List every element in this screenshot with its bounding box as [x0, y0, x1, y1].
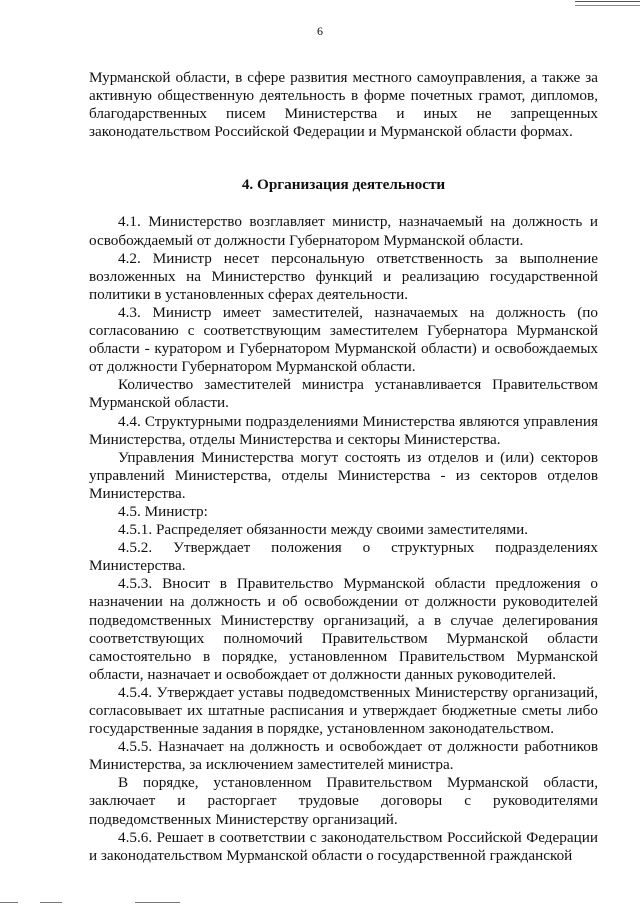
scan-edge-mark [0, 902, 18, 903]
paragraph-4-4: 4.4. Структурными подразделениями Министерства являются управления Министерства, отделы Министерства и секторы Министерства. [89, 412, 598, 448]
paragraph-4-3: 4.3. Министр имеет заместителей, назначаемых на должность (по согласованию с соответствующим заместителем Губернатора Мурманской области - куратором и Губернатором Мурманской области) и освобождаемых от должности Губернатором Мурманской области. [89, 303, 598, 376]
paragraph-4-1: 4.1. Министерство возглавляет министр, назначаемый на должность и освобождаемый от должности Губернатором Мурманской области. [89, 213, 598, 249]
intro-paragraph: Мурманской области, в сфере развития местного самоуправления, а также за активную общественную деятельность в форме почетных грамот, дипломов, благодарственных писем Министерства и иных не запрещенных законодательством Российской Федерации и Мурманской области формах. [89, 69, 598, 141]
paragraph-4-5: 4.5. Министр: [118, 502, 208, 520]
paragraph-4-5-6: 4.5.6. Решает в соответствии с законодательством Российской Федерации и законодательством Мурманской области о государственной гражданской [89, 828, 598, 864]
page-number: 6 [317, 24, 323, 38]
document-body [89, 69, 598, 865]
paragraph-4-5-2: 4.5.2. Утверждает положения о структурных подразделениях Министерства. [89, 539, 598, 575]
paragraph-4-2: 4.2. Министр несет персональную ответственность за выполнение возложенных на Министерство функций и реализацию государственной политики в установленных сферах деятельности. [89, 249, 598, 303]
paragraph-contracts: В порядке, установленном Правительством Мурманской области, заключает и расторгает трудовые договоры с руководителями подведомственных Министерству организаций. [89, 774, 598, 828]
paragraph-4-5-5: 4.5.5. Назначает на должность и освобождает от должности работников Министерства, за исключением заместителей министра. [89, 738, 598, 774]
paragraph-4-5-1: 4.5.1. Распределяет обязанности между своими заместителями. [118, 521, 529, 539]
paragraph-4-5-4: 4.5.4. Утверждает уставы подведомственных Министерству организаций, согласовывает их штатные расписания и утверждает бюджетные сметы либо государственные задания в порядке, установленном законодательством. [89, 683, 598, 738]
scan-edge-mark [40, 902, 62, 903]
paragraph-departments: Управления Министерства могут состоять из отделов и (или) секторов управлений Министерства, отделы Министерства - из секторов отделов Министерства. [89, 448, 598, 502]
scan-edge-mark [575, 1, 640, 6]
paragraph-deputies-count: Количество заместителей министра устанавливается Правительством Мурманской области. [89, 376, 598, 412]
paragraph-4-5-3: 4.5.3. Вносит в Правительство Мурманской области предложения о назначении на должность и об освобождении от должности руководителей подведомственных Министерству организаций, а в случае делегирования соответствующих полномочий Правительством Мурманской области самостоятельно в порядке, установленном Правительством Мурманской области, назначает и освобождает от должности данных руководителей. [89, 575, 598, 683]
section-heading: 4. Организация деятельности [241, 176, 446, 194]
scan-edge-mark [135, 902, 180, 903]
